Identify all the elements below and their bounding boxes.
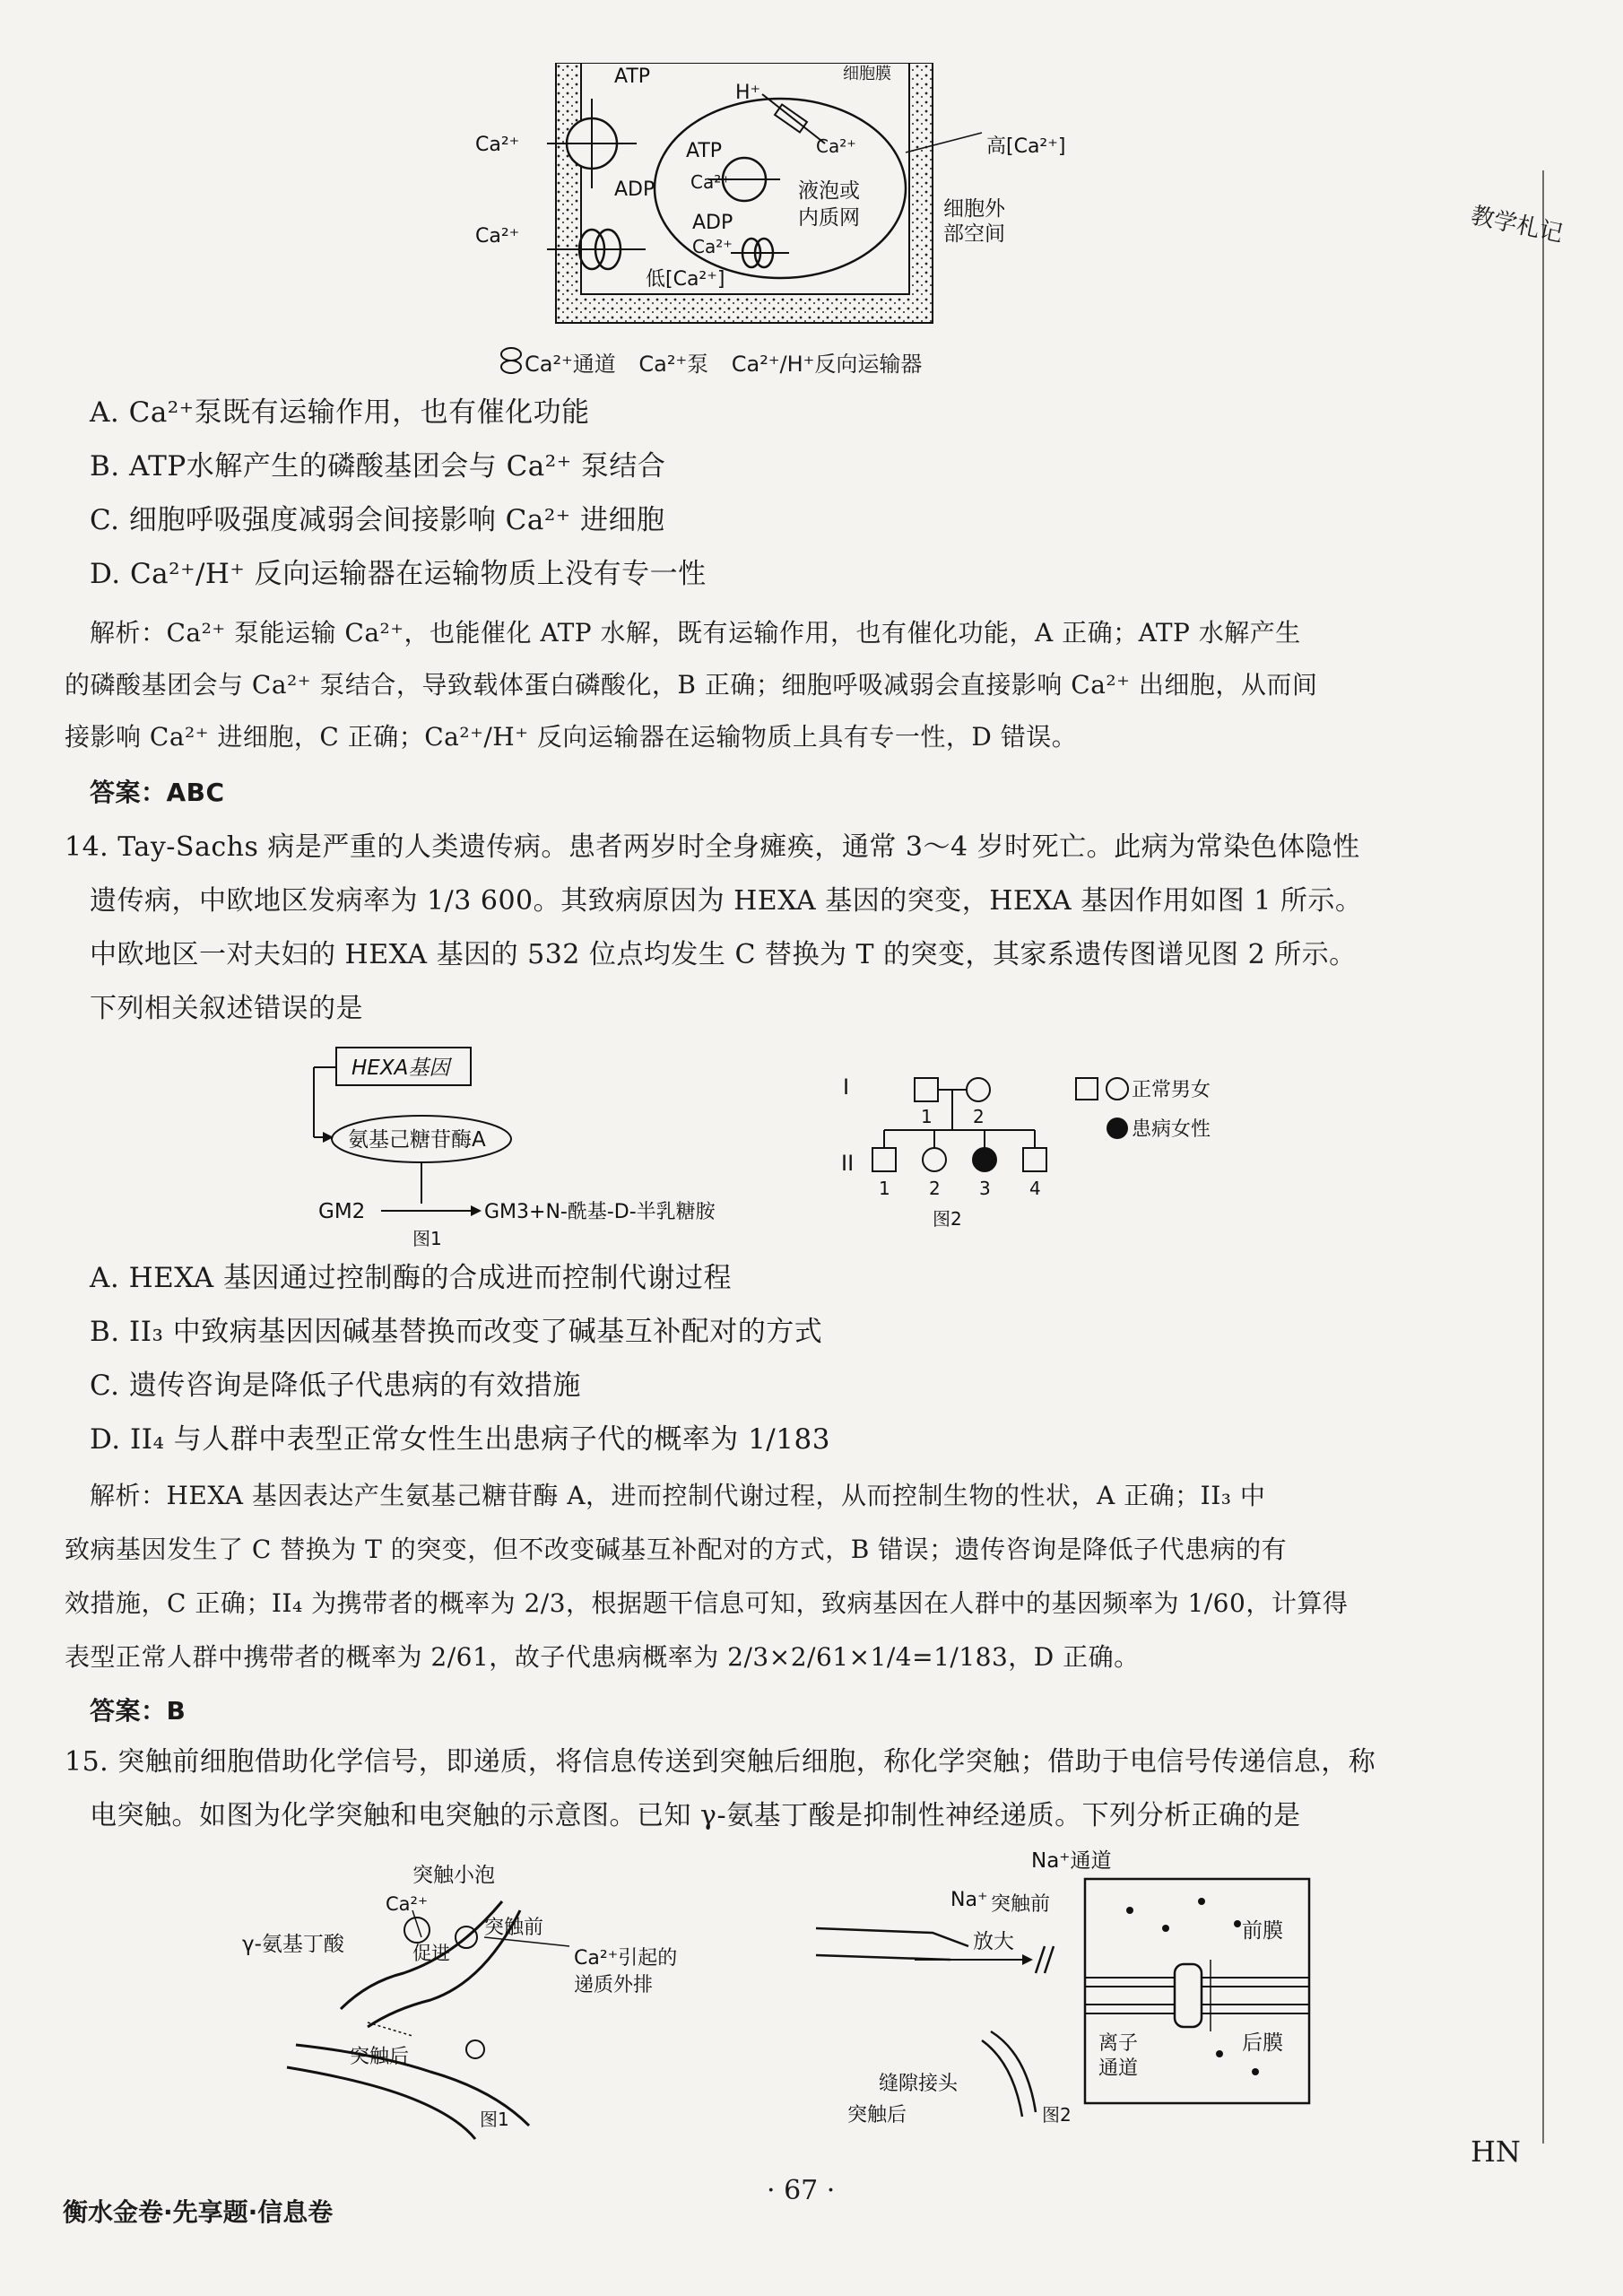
q14-answer: 答案：B <box>90 1696 187 1726</box>
svg-text:Ca²⁺: Ca²⁺ <box>475 225 520 248</box>
legend-normal-female <box>1107 1078 1128 1100</box>
pedigree-i1-male <box>915 1078 938 1101</box>
svg-text:前膜: 前膜 <box>1242 1919 1283 1943</box>
q14-stem-line-4: 下列相关叙述错误的是 <box>90 993 363 1024</box>
svg-text:I: I <box>843 1074 850 1100</box>
ca-channel-legend-icon <box>498 345 525 376</box>
q14-stem-line-2: 遗传病，中欧地区发病率为 1/3 600。其致病原因为 HEXA 基因的突变，HEXA 基因作用如图 1 所示。 <box>90 885 1363 917</box>
pedigree-ii4-male <box>1023 1148 1046 1171</box>
q13-option-c: C. 细胞呼吸强度减弱会间接影响 Ca²⁺ 进细胞 <box>90 504 665 536</box>
svg-text:4: 4 <box>1029 1178 1041 1199</box>
svg-text:γ-氨基丁酸: γ-氨基丁酸 <box>242 1933 344 1956</box>
q14-figure-1 <box>305 1040 807 1256</box>
q14-option-d: D. II₄ 与人群中表型正常女性生出患病子代的概率为 1/183 <box>90 1423 830 1456</box>
svg-text:ADP: ADP <box>614 178 655 201</box>
svg-text:通道: 通道 <box>1098 2057 1139 2080</box>
svg-text:Ca²⁺: Ca²⁺ <box>386 1893 429 1915</box>
electrical-postsyn-membrane <box>982 2040 1022 2117</box>
q14-analysis-line-2: 致病基因发生了 C 替换为 T 的突变，但不改变碱基互补配对的方式，B 错误；遗传咨询是降低子代患病的有 <box>65 1535 1288 1564</box>
svg-text:离子: 离子 <box>1098 2032 1139 2055</box>
svg-text:正常男女: 正常男女 <box>1132 1079 1211 1101</box>
svg-text:3: 3 <box>979 1178 991 1199</box>
q14-stem-line-1: 14. Tay-Sachs 病是严重的人类遗传病。患者两岁时全身瘫痪，通常 3～4 岁时死亡。此病为常染色体隐性 <box>65 831 1360 863</box>
footer-series-title: 衡水金卷·先享题·信息卷 <box>63 2197 334 2227</box>
svg-text:突触后: 突触后 <box>350 2046 410 2068</box>
q14-option-c: C. 遗传咨询是降低子代患病的有效措施 <box>90 1370 581 1402</box>
svg-text:图2: 图2 <box>1042 2104 1072 2126</box>
footer-region-code: HN <box>1471 2135 1521 2169</box>
svg-text:促进: 促进 <box>412 1943 450 1964</box>
svg-text:突触前: 突触前 <box>484 1917 544 1939</box>
svg-text:突触小泡: 突触小泡 <box>412 1864 495 1887</box>
q13-option-a: A. Ca²⁺泵既有运输作用，也有催化功能 <box>90 396 590 429</box>
q14-option-b: B. II₃ 中致病基因因碱基替换而改变了碱基互补配对的方式 <box>90 1316 823 1348</box>
q13-membrane-figure <box>466 63 1112 386</box>
q14-figure-2-pedigree <box>834 1067 1300 1247</box>
svg-text:ADP: ADP <box>692 212 733 234</box>
svg-text:氨基己糖苷酶A: 氨基己糖苷酶A <box>348 1128 486 1152</box>
q13-option-b: B. ATP水解产生的磷酸基团会与 Ca²⁺ 泵结合 <box>90 450 666 483</box>
q13-analysis-line-1: 解析：Ca²⁺ 泵能运输 Ca²⁺，也能催化 ATP 水解，既有运输作用，也有催化功能，A 正确；ATP 水解产生 <box>90 618 1301 648</box>
q14-analysis-line-4: 表型正常人群中携带者的概率为 2/61，故子代患病概率为 2/3×2/61×1/4=1/183，D 正确。 <box>65 1642 1140 1672</box>
svg-text:细胞外: 细胞外 <box>943 197 1005 221</box>
svg-text:ATP: ATP <box>686 140 723 162</box>
electrical-presyn-membrane <box>816 1928 968 1946</box>
svg-text:液泡或: 液泡或 <box>798 179 860 203</box>
svg-text:后膜: 后膜 <box>1242 2031 1283 2055</box>
footer-page-number: · 67 · <box>767 2175 836 2206</box>
svg-text:图2: 图2 <box>933 1208 962 1230</box>
q14-analysis-line-3: 效措施，C 正确；II₄ 为携带者的概率为 2/3，根据题干信息可知，致病基因在人群中的基因频率为 1/60，计算得 <box>65 1588 1349 1618</box>
ion-channel <box>1175 1964 1202 2027</box>
svg-text:Ca²⁺引起的: Ca²⁺引起的 <box>574 1947 678 1970</box>
svg-text:放大: 放大 <box>973 1930 1014 1953</box>
svg-text:II: II <box>841 1151 855 1176</box>
q15-figure-1-chemical-synapse <box>233 1848 735 2144</box>
teaching-notes-label: 教学札记 <box>1468 202 1566 248</box>
q15-stem-line-2: 电突触。如图为化学突触和电突触的示意图。已知 γ-氨基丁酸是抑制性神经递质。下列分析正确的是 <box>90 1800 1301 1831</box>
svg-text:突触后: 突触后 <box>847 2104 907 2126</box>
svg-text:GM2: GM2 <box>318 1200 366 1223</box>
svg-text:Na⁺: Na⁺ <box>950 1889 988 1911</box>
svg-text:GM3+N-酰基-D-半乳糖胺: GM3+N-酰基-D-半乳糖胺 <box>484 1201 716 1223</box>
q13-option-d: D. Ca²⁺/H⁺ 反向运输器在运输物质上没有专一性 <box>90 558 707 590</box>
pedigree-ii2-female <box>923 1148 946 1171</box>
svg-text:图1: 图1 <box>412 1228 442 1249</box>
svg-text:内质网: 内质网 <box>798 206 860 230</box>
svg-text:低[Ca²⁺]: 低[Ca²⁺] <box>646 268 725 291</box>
svg-text:细胞膜: 细胞膜 <box>843 65 891 83</box>
pedigree-i2-female <box>967 1078 990 1101</box>
svg-text:患病女性: 患病女性 <box>1132 1118 1211 1141</box>
svg-text:高[Ca²⁺]: 高[Ca²⁺] <box>986 135 1066 158</box>
svg-text:部空间: 部空间 <box>943 222 1005 246</box>
svg-text:1: 1 <box>879 1178 890 1199</box>
q15-stem-line-1: 15. 突触前细胞借助化学信号，即递质，将信息传送到突触后细胞，称化学突触；借助于电信号传递信息，称 <box>65 1746 1376 1778</box>
q13-analysis-line-2: 的磷酸基团会与 Ca²⁺ 泵结合，导致载体蛋白磷酸化，B 正确；细胞呼吸减弱会直接影响 Ca²⁺ 出细胞，从而间 <box>65 670 1318 700</box>
svg-text:Ca²⁺: Ca²⁺ <box>692 236 733 257</box>
q13-answer: 答案：ABC <box>90 778 225 807</box>
svg-text:递质外排: 递质外排 <box>574 1974 654 1996</box>
q14-analysis-line-1: 解析：HEXA 基因表达产生氨基己糖苷酶 A，进而控制代谢过程，从而控制生物的性状，A 正确；II₃ 中 <box>90 1481 1266 1510</box>
legend-normal-male <box>1076 1078 1098 1100</box>
q15-figure-2-electrical-synapse <box>789 1848 1363 2152</box>
svg-text:Na⁺通道: Na⁺通道 <box>1031 1849 1112 1873</box>
svg-text:Ca²⁺: Ca²⁺ <box>816 135 856 157</box>
q14-stem-line-3: 中欧地区一对夫妇的 HEXA 基因的 532 位点均发生 C 替换为 T 的突变，其家系遗传图谱见图 2 所示。 <box>90 939 1357 970</box>
svg-text:1: 1 <box>921 1106 933 1127</box>
svg-text:H⁺: H⁺ <box>735 82 761 104</box>
q13-figure-legend: Ca²⁺通道 Ca²⁺泵 Ca²⁺/H⁺反向运输器 <box>525 352 923 377</box>
svg-text:缝隙接头: 缝隙接头 <box>879 2073 959 2095</box>
svg-text:2: 2 <box>973 1106 985 1127</box>
svg-text:2: 2 <box>929 1178 941 1199</box>
q14-option-a: A. HEXA 基因通过控制酶的合成进而控制代谢过程 <box>90 1262 732 1294</box>
pedigree-ii3-affected-female <box>973 1148 996 1171</box>
svg-text:Ca²⁺: Ca²⁺ <box>475 134 520 156</box>
q13-analysis-line-3: 接影响 Ca²⁺ 进细胞，C 正确；Ca²⁺/H⁺ 反向运输器在运输物质上具有专一性，D 错误。 <box>65 722 1078 752</box>
svg-text:突触前: 突触前 <box>991 1893 1051 1916</box>
legend-affected-female <box>1107 1118 1128 1139</box>
svg-text:图1: 图1 <box>480 2109 509 2130</box>
pedigree-ii1-male <box>872 1148 896 1171</box>
svg-text:Ca²⁺: Ca²⁺ <box>690 171 731 193</box>
synaptic-vesicle <box>404 1918 430 1943</box>
margin-rule <box>1542 170 1544 2144</box>
svg-text:ATP: ATP <box>614 65 651 88</box>
svg-text:HEXA基因: HEXA基因 <box>352 1057 450 1080</box>
